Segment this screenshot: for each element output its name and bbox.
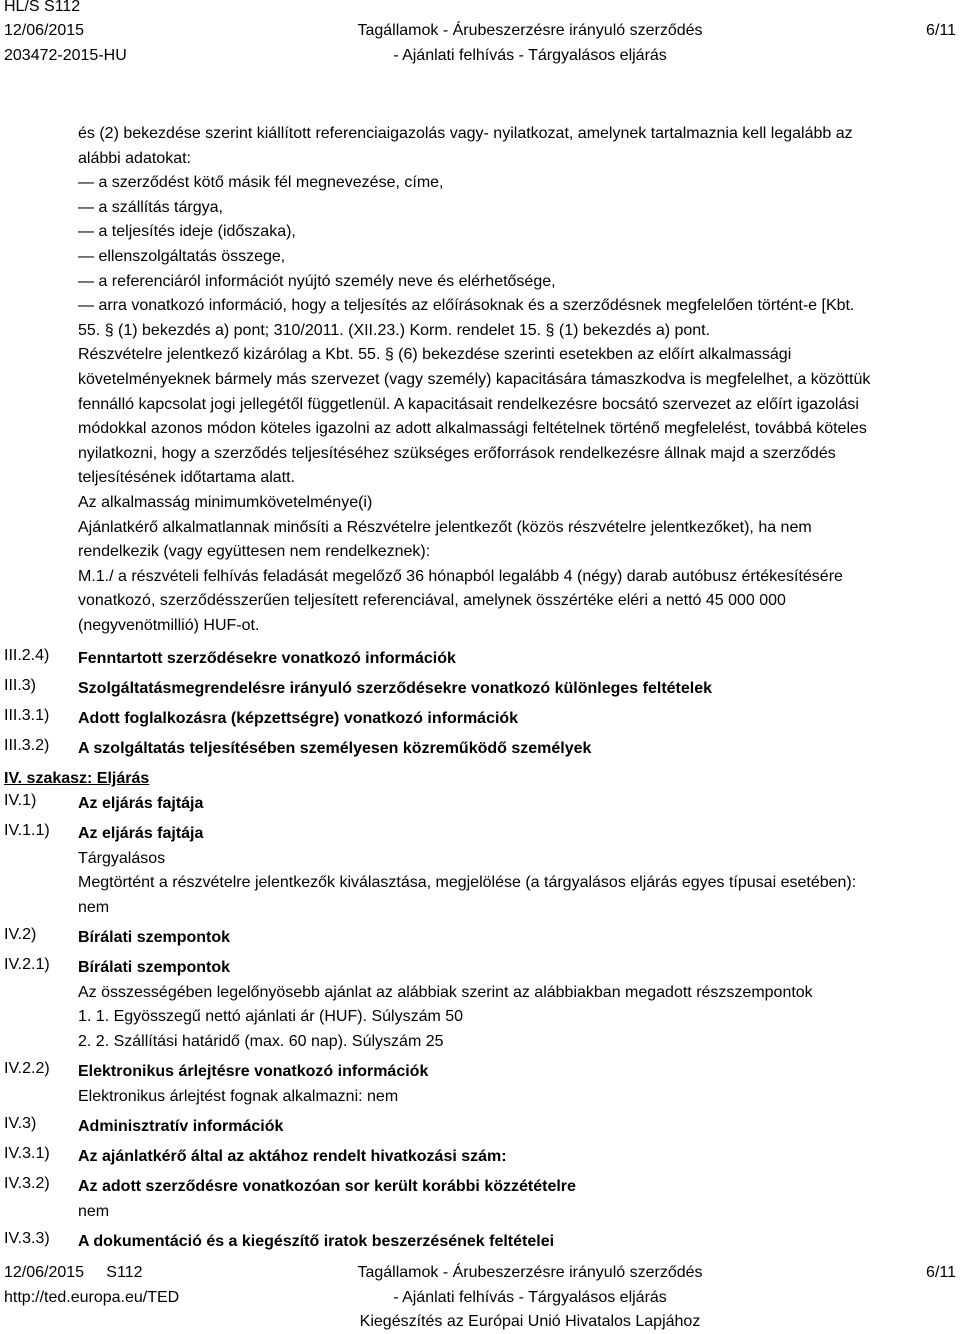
section-text: nem bbox=[78, 899, 110, 916]
body-line: alábbi adatokat: bbox=[78, 149, 191, 167]
section-label: IV.3.1) bbox=[4, 1145, 50, 1162]
body-line: M.1./ a részvételi felhívás feladását megelőző 36 hónapból legalább 4 (négy) darab autóbusz értékesítésére bbox=[78, 567, 843, 585]
section-title: A dokumentáció és a kiegészítő iratok beszerzésének feltételei bbox=[78, 1233, 555, 1250]
body-line: (negyvenötmillió) HUF-ot. bbox=[78, 616, 260, 634]
body-line: nyilatkozni, hogy a szerződés teljesítéséhez szükséges erőforrások rendelkezésre állnak majd a szerződés bbox=[78, 444, 836, 462]
body-line: vonatkozó, szerződésszerűen teljesített referenciával, amelynek összértéke eléri a nettó 45 000 000 bbox=[78, 592, 786, 610]
section-label: IV.3.3) bbox=[4, 1230, 50, 1247]
footer-date-series: 12/06/2015 S112 bbox=[4, 1264, 143, 1281]
body-line: — a referenciáról információt nyújtó személy neve és elérhetősége, bbox=[78, 272, 556, 290]
header-date: 12/06/2015 bbox=[4, 22, 85, 39]
section-label: III.2.4) bbox=[4, 647, 50, 664]
header-notice-number: 203472-2015-HU bbox=[4, 47, 127, 64]
section-title: Az adott szerződésre vonatkozóan sor került korábbi közzétételre bbox=[78, 1178, 576, 1195]
body-line: rendelkezik (vagy együttesen nem rendelkeznek): bbox=[78, 543, 431, 561]
body-line: módokkal azonos módon köteles igazolni az adott alkalmassági feltételnek történő megfelelést, továbbá köteles bbox=[78, 420, 867, 438]
part-heading: IV. szakasz: Eljárás bbox=[4, 770, 150, 787]
section-title: Elektronikus árlejtésre vonatkozó információk bbox=[78, 1063, 429, 1080]
header-doc-id: HL/S S112 bbox=[4, 0, 81, 15]
body-text bbox=[78, 122, 958, 638]
section-title: Adott foglalkozásra (képzettségre) vonatkozó információk bbox=[78, 710, 519, 727]
section-text: nem bbox=[78, 1203, 110, 1220]
section-label: IV.1) bbox=[4, 792, 37, 809]
section-title: Az eljárás fajtája bbox=[78, 825, 204, 842]
section-title: Az eljárás fajtája bbox=[78, 795, 204, 812]
section-title: Bírálati szempontok bbox=[78, 929, 231, 946]
body-line: fennálló kapcsolat jogi jellegétől függetlenül. A kapacitásait rendelkezésre bocsátó szervezet az előírt igazolási bbox=[78, 395, 859, 413]
section-text: Elektronikus árlejtést fognak alkalmazni: nem bbox=[78, 1088, 399, 1105]
section-text: Tárgyalásos bbox=[78, 850, 166, 867]
section-title: Bírálati szempontok bbox=[78, 959, 231, 976]
section-label: IV.2.2) bbox=[4, 1060, 50, 1077]
section-text: Megtörtént a részvételre jelentkezők kiválasztása, megjelölése (a tárgyalásos eljárás egyes típusai esetében): bbox=[78, 874, 857, 891]
section-label: IV.1.1) bbox=[4, 822, 50, 839]
body-line: — a szállítás tárgya, bbox=[78, 198, 223, 216]
footer-page-number: 6/11 bbox=[926, 1264, 956, 1281]
footer-url-link[interactable]: http://ted.europa.eu/TED bbox=[4, 1289, 180, 1306]
body-line: 55. § (1) bekezdés a) pont; 310/2011. (XII.23.) Korm. rendelet 15. § (1) bekezdés a) pont. bbox=[78, 321, 711, 339]
section-label: IV.3) bbox=[4, 1115, 37, 1132]
body-line: — arra vonatkozó információ, hogy a teljesítés az előírásoknak és a szerződésnek megfelelően történt-e [Kbt. bbox=[78, 297, 855, 315]
page-header bbox=[0, 0, 960, 72]
body-line: — a teljesítés ideje (időszaka), bbox=[78, 223, 296, 241]
section-label: III.3.1) bbox=[4, 707, 50, 724]
body-line: Ajánlatkérő alkalmatlannak minősíti a Részvételre jelentkezőt (közös részvételre jelentkezőket), ha nem bbox=[78, 518, 812, 536]
body-line: teljesítésének időtartama alatt. bbox=[78, 469, 296, 487]
section-title: Az ajánlatkérő által az aktához rendelt hivatkozási szám: bbox=[78, 1148, 507, 1165]
section-text: Az összességében legelőnyösebb ajánlat az alábbiak szerint az alábbiakban megadott részszempontok bbox=[78, 984, 813, 1001]
section-label: III.3.2) bbox=[4, 737, 50, 754]
body-line: Az alkalmasság minimumkövetelménye(i) bbox=[78, 493, 373, 511]
footer-title-line2: - Ajánlati felhívás - Tárgyalásos eljárás bbox=[393, 1289, 667, 1306]
section-label: III.3) bbox=[4, 677, 37, 694]
section-text: 2. 2. Szállítási határidő (max. 60 nap). Súlyszám 25 bbox=[78, 1033, 444, 1050]
section-label: IV.3.2) bbox=[4, 1175, 50, 1192]
section-title: Fenntartott szerződésekre vonatkozó információk bbox=[78, 650, 456, 667]
header-title-line2: - Ajánlati felhívás - Tárgyalásos eljárás bbox=[393, 47, 667, 64]
section-text: 1. 1. Egyösszegű nettó ajánlati ár (HUF). Súlyszám 50 bbox=[78, 1008, 464, 1025]
section-title: A szolgáltatás teljesítésében személyesen közreműködő személyek bbox=[78, 740, 592, 757]
body-line: — ellenszolgáltatás összege, bbox=[78, 247, 286, 265]
section-title: Szolgáltatásmegrendelésre irányuló szerződésekre vonatkozó különleges feltételek bbox=[78, 680, 713, 697]
body-line: Részvételre jelentkező kizárólag a Kbt. 55. § (6) bekezdése szerinti esetekben az előírt alkalmassági bbox=[78, 346, 792, 364]
section-label: IV.2) bbox=[4, 926, 37, 943]
body-line: — a szerződést kötő másik fél megnevezése, címe, bbox=[78, 174, 444, 192]
body-line: követelményeknek bármely más szervezet (vagy személy) kapacitására támaszkodva is megfelelhet, a közöttük bbox=[78, 370, 871, 388]
header-page-number: 6/11 bbox=[926, 22, 956, 39]
section-title: Adminisztratív információk bbox=[78, 1118, 284, 1135]
footer-title-line3: Kiegészítés az Európai Unió Hivatalos Lapjához bbox=[359, 1313, 701, 1330]
section-label: IV.2.1) bbox=[4, 956, 50, 973]
body-line: és (2) bekezdése szerint kiállított referenciaigazolás vagy- nyilatkozat, amelynek tartalmaznia kell legalább az bbox=[78, 125, 853, 142]
header-title-line1: Tagállamok - Árubeszerzésre irányuló szerződés bbox=[357, 22, 703, 39]
footer-title-line1: Tagállamok - Árubeszerzésre irányuló szerződés bbox=[357, 1264, 703, 1281]
